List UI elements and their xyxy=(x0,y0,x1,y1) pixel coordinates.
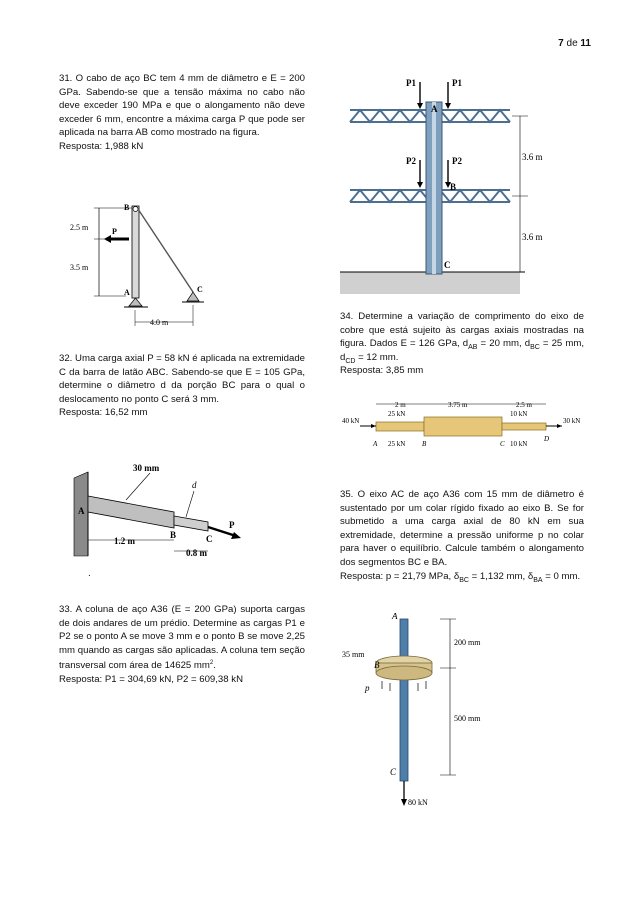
problem-35 xyxy=(340,488,584,583)
svg-text:A: A xyxy=(124,288,130,297)
svg-text:4.0 m: 4.0 m xyxy=(150,318,169,327)
figure-34 xyxy=(340,396,584,456)
problem-34-answer: Resposta: 3,85 mm xyxy=(340,365,424,377)
svg-text:B: B xyxy=(450,182,457,192)
svg-text:10 kN: 10 kN xyxy=(510,410,528,418)
svg-text:25 kN: 25 kN xyxy=(388,410,406,418)
svg-text:C: C xyxy=(500,440,505,448)
svg-text:25 kN: 25 kN xyxy=(388,440,406,448)
problem-33-answer: Resposta: P1 = 304,69 kN, P2 = 609,38 kN xyxy=(59,674,243,686)
svg-text:C: C xyxy=(197,285,203,294)
svg-text:30 mm: 30 mm xyxy=(133,463,160,473)
svg-text:P: P xyxy=(229,520,235,530)
page-number: 7 de 11 xyxy=(558,38,591,49)
svg-text:500 mm: 500 mm xyxy=(454,714,481,723)
svg-text:B: B xyxy=(422,440,427,448)
svg-text:C: C xyxy=(444,260,451,270)
svg-text:3.75 m: 3.75 m xyxy=(448,401,468,409)
problem-31-text: 31. O cabo de aço BC tem 4 mm de diâmetro e E = 200 GPa. Sabendo-se que a tensão máxima no cabo não deve exceder 190 MPa e que o alongamento não deve exceder 6 mm, encontre a máxima carga P que pode ser aplicada na barra AB como mostrado na figura. xyxy=(59,73,305,139)
svg-text:C: C xyxy=(390,767,397,777)
svg-text:d: d xyxy=(192,480,197,490)
problem-34-text: 34. Determine a variação de comprimento do eixo de cobre que está sujeito às cargas axiais mostradas na figura. Dados E = 126 GPa, $d_{AB} = 20$ mm, $d_{BC} = 25$ mm, $d_{CD} = 12$ mm. xyxy=(340,311,584,365)
svg-text:3.6 m: 3.6 m xyxy=(522,152,543,162)
svg-text:P1: P1 xyxy=(452,78,462,88)
problem-35-answer: Resposta: p = 21,79 MPa, $\delta_{BC} = 1,132$ mm, $\delta_{BA} = 0$ mm. xyxy=(340,570,581,584)
svg-text:B: B xyxy=(170,530,177,540)
svg-text:P2: P2 xyxy=(452,156,462,166)
problem-32 xyxy=(59,352,305,420)
problem-31-answer: Resposta: 1,988 kN xyxy=(59,140,144,152)
problem-33 xyxy=(59,603,305,687)
svg-text:A: A xyxy=(392,613,398,621)
svg-text:30 kN: 30 kN xyxy=(563,417,581,425)
svg-text:1.2 m: 1.2 m xyxy=(114,536,135,546)
svg-text:3.6 m: 3.6 m xyxy=(522,232,543,242)
problem-34 xyxy=(340,310,584,378)
svg-text:80 kN: 80 kN xyxy=(408,798,428,807)
svg-text:A: A xyxy=(431,104,438,114)
svg-text:A: A xyxy=(78,506,85,516)
svg-text:P: P xyxy=(112,227,117,236)
svg-text:35 mm: 35 mm xyxy=(342,650,365,659)
svg-text:10 kN: 10 kN xyxy=(510,440,528,448)
svg-text:A: A xyxy=(373,440,378,448)
problem-33-text: 33. A coluna de aço A36 (E = 200 GPa) suporta cargas de dois andares de um prédio. Determine as cargas P1 e P2 se o ponto A se move 3 mm e o ponto B se move 2,25 mm quando as cargas são aplicadas. A coluna tem seção transversal com área de 14625 $mm^2$. xyxy=(59,604,305,672)
svg-text:C: C xyxy=(206,534,213,544)
problem-31 xyxy=(59,72,305,154)
svg-text:0.8 m: 0.8 m xyxy=(186,548,207,558)
svg-text:2.5 m: 2.5 m xyxy=(516,401,532,409)
svg-text:P1: P1 xyxy=(406,78,416,88)
problem-32-text: 32. Uma carga axial P = 58 kN é aplicada na extremidade C da barra de latão ABC. Sabendo-se que E = 105 GPa, determine o diâmetro d da porção BC para o qual o deslocamento no ponto C será 3 mm. xyxy=(59,353,305,405)
figure-35 xyxy=(340,613,584,813)
svg-text:B: B xyxy=(374,660,380,670)
svg-text:p: p xyxy=(365,683,370,693)
svg-text:P2: P2 xyxy=(406,156,416,166)
svg-text:B: B xyxy=(124,203,130,212)
svg-text:3.5 m: 3.5 m xyxy=(70,263,89,272)
problem-35-text: 35. O eixo AC de aço A36 com 15 mm de diâmetro é sustentado por um colar rígido fixado ao eixo B. Se for submetido a uma carga axial de 80 kN em sua extremidade, determine a pressão uniforme p no colar para haver o equilíbrio. Calcule também o alongamento dos segmentos BC e BA. xyxy=(340,489,584,568)
svg-text:2 m: 2 m xyxy=(395,401,406,409)
svg-text:40 kN: 40 kN xyxy=(342,417,360,425)
figure-31 xyxy=(66,198,226,330)
figure-32 xyxy=(66,456,246,561)
problem-32-answer: Resposta: 16,52 mm xyxy=(59,407,148,419)
svg-text:200 mm: 200 mm xyxy=(454,638,481,647)
svg-text:D: D xyxy=(544,435,550,443)
figure-33 xyxy=(340,72,584,296)
svg-text:2.5 m: 2.5 m xyxy=(70,223,89,232)
stray-dot: . xyxy=(88,568,91,579)
